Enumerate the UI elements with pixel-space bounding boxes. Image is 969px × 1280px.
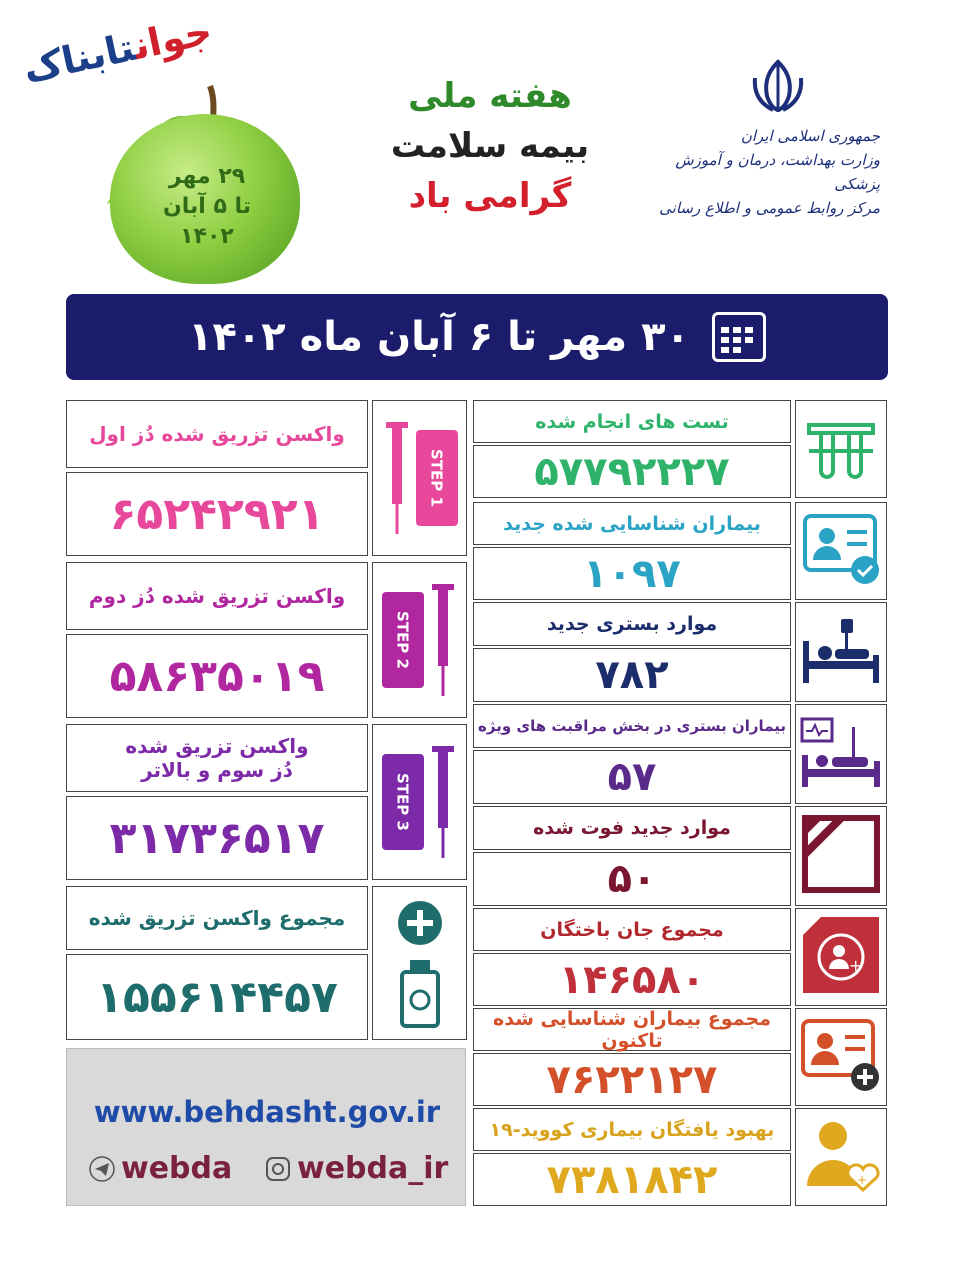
recovered-person-icon	[801, 1116, 881, 1198]
stat-icon-box	[795, 1108, 887, 1206]
hospital-bed-icon	[799, 615, 883, 689]
icu-bed-icon	[798, 715, 884, 793]
website-link[interactable]: www.behdasht.gov.ir	[93, 1095, 441, 1129]
stat-label-box	[473, 908, 791, 951]
step3-box	[372, 724, 467, 880]
ministry-line2: وزارت بهداشت، درمان و آموزش پزشکی	[675, 151, 880, 193]
stat-value: ۵۷۷۹۲۲۲۷	[534, 448, 730, 495]
apple-date-line1: ۲۹ مهر	[168, 164, 246, 189]
step1-badge: STEP 1	[416, 430, 458, 526]
stat-value-box	[473, 750, 791, 804]
vaccine-total-label: مجموع واکسن تزریق شده	[88, 906, 346, 930]
stat-icon-box	[795, 1008, 887, 1106]
stat-icon-box	[795, 602, 887, 702]
vaccine-dose3-label-line2: دُز سوم و بالاتر	[141, 758, 293, 782]
stat-value: ۱۰۹۷	[583, 550, 681, 597]
date-range-text: ۳۰ مهر تا ۶ آبان ماه ۱۴۰۲	[188, 314, 690, 360]
apple-graphic	[92, 74, 312, 294]
stat-label: بهبود یافتگان بیماری کووید-۱۹	[489, 1118, 775, 1141]
ministry-line1: جمهوری اسلامی ایران	[740, 127, 880, 145]
stat-value-box	[473, 852, 791, 906]
stat-value: ۷۶۲۲۱۲۷	[546, 1056, 718, 1103]
vaccine-dose1-label: واکسن تزریق شده دُز اول	[89, 422, 345, 446]
telegram-handle[interactable]	[89, 1151, 232, 1186]
vaccine-total-label-box	[66, 886, 368, 950]
stat-icon-box	[795, 908, 887, 1006]
mourning-ribbon-icon	[801, 814, 881, 898]
vaccine-dose3-label-box	[66, 724, 368, 792]
vaccine-total-icon-box	[372, 886, 467, 1040]
stat-label: موارد بستری جدید	[546, 613, 718, 635]
syringe-icon	[382, 418, 412, 538]
stat-icon-box	[795, 806, 887, 906]
stat-value: ۵۷	[607, 754, 657, 800]
stat-label: مجموع بیماران شناسایی شده تاکنون	[493, 1007, 771, 1052]
step2-badge: STEP 2	[382, 592, 424, 688]
iran-emblem-icon	[745, 58, 811, 114]
stat-label: موارد جدید فوت شده	[533, 817, 731, 839]
ministry-title	[640, 124, 880, 220]
stat-value-box	[473, 953, 791, 1006]
vaccine-dose3-label: واکسن تزریق شده	[125, 734, 309, 758]
plus-circle-icon	[395, 898, 445, 948]
test-tubes-icon	[805, 411, 877, 487]
stat-value: ۱۴۶۵۸۰	[558, 956, 706, 1003]
vaccine-dose1-value: ۶۵۲۴۲۹۲۱	[109, 488, 325, 540]
vaccine-dose3-value-box	[66, 796, 368, 880]
stat-label: بیماران بستری در بخش مراقبت های ویژه	[478, 717, 786, 735]
stat-label-box	[473, 502, 791, 545]
vaccine-dose1-label-box	[66, 400, 368, 468]
logo-part-tabnak: تابناک	[19, 24, 139, 92]
step1-box	[372, 400, 467, 556]
vaccine-dose2-value: ۵۸۶۳۵۰۱۹	[109, 650, 325, 702]
step2-box	[372, 562, 467, 718]
contact-footer	[66, 1048, 466, 1206]
vaccine-dose3-value: ۳۱۷۳۶۵۱۷	[109, 812, 325, 864]
date-range-banner	[66, 294, 888, 380]
stat-label-box	[473, 1008, 791, 1051]
calendar-icon	[712, 312, 766, 362]
stat-value-box	[473, 1153, 791, 1206]
vaccine-dose2-value-box	[66, 634, 368, 718]
vaccine-total-value: ۱۵۵۶۱۴۴۵۷	[96, 971, 338, 1023]
instagram-icon	[265, 1156, 291, 1182]
stat-value: ۷۸۲	[595, 652, 669, 698]
stat-icon-box	[795, 400, 887, 498]
stat-value-box	[473, 547, 791, 600]
deceased-person-icon	[801, 915, 881, 999]
vaccine-vial-icon	[398, 958, 442, 1028]
patient-card-check-icon	[801, 512, 881, 590]
stat-label: بیماران شناسایی شده جدید	[503, 512, 761, 535]
stat-value-box	[473, 445, 791, 498]
telegram-handle-text: webda	[121, 1151, 233, 1186]
week-line2: بیمه سلامت	[390, 126, 590, 166]
logo-part-javan: جوان	[129, 8, 216, 68]
vaccine-total-value-box	[66, 954, 368, 1040]
week-line3: گرامی باد	[408, 176, 572, 216]
svg-text:+: +	[857, 1173, 868, 1187]
apple-date-line2: تا ۵ آبان	[162, 194, 252, 219]
insurance-week-title	[340, 76, 640, 216]
apple-date-range	[142, 162, 272, 252]
ministry-line3: مرکز روابط عمومی و اطلاع رسانی	[659, 199, 880, 217]
stat-icon-box	[795, 704, 887, 804]
stat-label: مجموع جان باختگان	[540, 918, 724, 941]
instagram-handle[interactable]	[265, 1151, 448, 1186]
stat-value-box	[473, 1053, 791, 1106]
step3-badge: STEP 3	[382, 754, 424, 850]
stat-label: تست های انجام شده	[535, 410, 729, 433]
vaccine-dose1-value-box	[66, 472, 368, 556]
stat-label-box	[473, 602, 791, 646]
stat-value: ۵۰	[607, 856, 657, 902]
stat-label-box	[473, 400, 791, 443]
week-line1: هفته ملی	[408, 76, 572, 116]
telegram-icon	[89, 1156, 115, 1182]
stat-icon-box	[795, 502, 887, 600]
syringe-icon	[428, 580, 458, 700]
stat-label-box	[473, 704, 791, 748]
stat-value: ۷۳۸۱۸۴۲	[546, 1156, 718, 1203]
patient-card-add-icon	[799, 1017, 883, 1097]
vaccine-dose2-label-box	[66, 562, 368, 630]
vaccine-dose2-label: واکسن تزریق شده دُز دوم	[88, 584, 346, 608]
syringe-icon	[428, 742, 458, 862]
apple-date-line3: ۱۴۰۲	[180, 224, 234, 249]
stat-value-box	[473, 648, 791, 702]
instagram-handle-text: webda_ir	[297, 1151, 449, 1186]
stat-label-box	[473, 806, 791, 850]
svg-text:+: +	[849, 956, 863, 975]
stat-label-box	[473, 1108, 791, 1151]
